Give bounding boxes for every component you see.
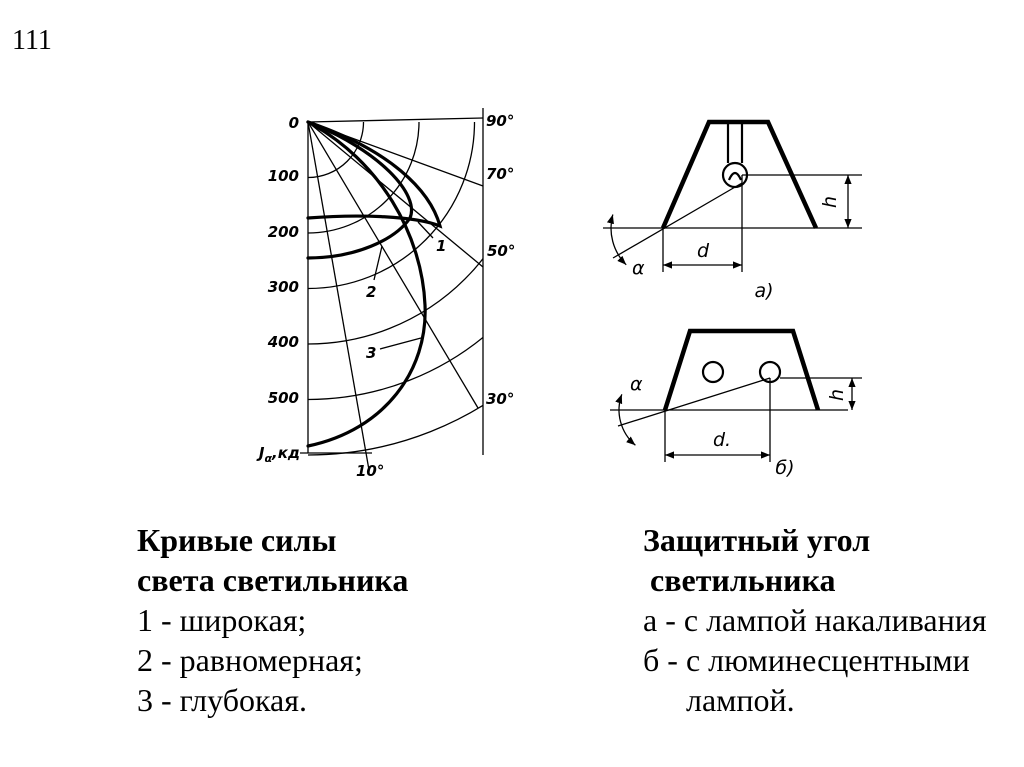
lamp-socket: [728, 122, 742, 163]
caption-list-item: 1 - широкая;: [137, 602, 307, 638]
axis-unit: ,кд: [272, 444, 300, 462]
luminaire-b-d-label: d.: [712, 429, 732, 451]
luminaire-incandescent-diagram: [603, 122, 862, 302]
curve-2-leader: [374, 246, 382, 280]
luminaire-b-body: [665, 331, 818, 410]
caption-list-item: 2 - равномерная;: [137, 642, 363, 678]
intensity-axis-label: [256, 444, 300, 465]
luminaire-a-d-label: d: [696, 240, 710, 262]
curve-label-1: 1: [436, 237, 447, 255]
scale-label-200: 200: [267, 223, 299, 241]
caption-title-line: света светильника: [137, 562, 409, 598]
intensity-curves-caption: [137, 520, 408, 720]
luminaire-a-caption: а): [754, 280, 774, 302]
angle-label-10: 10°: [356, 462, 385, 480]
curve-label-3: 3: [366, 344, 377, 362]
protective-angle-caption: [643, 520, 987, 720]
caption-title-line: светильника: [650, 562, 836, 598]
scale-label-0: 0: [288, 114, 299, 132]
luminaire-b-angle-label: α: [630, 373, 643, 395]
luminaire-b-caption: б): [775, 457, 795, 479]
polar-intensity-diagram: [256, 108, 641, 480]
bulb-filament: [729, 173, 741, 180]
fluorescent-lamp-left: [703, 362, 723, 382]
caption-title-line: Защитный угол: [643, 522, 871, 558]
angle-label-90: 90°: [486, 112, 515, 130]
luminaire-a-h-label: h: [819, 195, 841, 209]
axis-subscript: α: [264, 452, 272, 465]
caption-list-item: 3 - глубокая.: [137, 682, 307, 718]
angle-label-30: 30°: [486, 390, 515, 408]
axis-symbol: J: [258, 444, 265, 462]
angle-ray-90: [308, 118, 483, 122]
caption-list-item-continuation: лампой.: [686, 682, 795, 718]
curve-3-leader: [380, 338, 421, 349]
caption-list-item: б - с люминесцентными: [643, 642, 970, 678]
luminaire-b-angle-arc: [619, 394, 635, 445]
luminaire-fluorescent-diagram: [610, 331, 862, 479]
luminaire-a-angle-label: α: [632, 257, 645, 279]
scale-label-100: 100: [267, 167, 299, 185]
scale-label-500: 500: [267, 389, 299, 407]
angle-label-50: 50°: [487, 242, 516, 260]
page-number: 111: [12, 25, 52, 56]
caption-list-item: а - с лампой накаливания: [643, 602, 987, 638]
scale-label-400: 400: [267, 333, 299, 351]
luminaire-b-h-label: h: [826, 388, 848, 402]
curve-label-2: 2: [366, 283, 377, 301]
scale-label-300: 300: [267, 278, 299, 296]
angle-label-70: 70°: [486, 165, 515, 183]
angle-ray-50: [308, 122, 483, 267]
caption-title-line: Кривые силы: [137, 522, 337, 558]
